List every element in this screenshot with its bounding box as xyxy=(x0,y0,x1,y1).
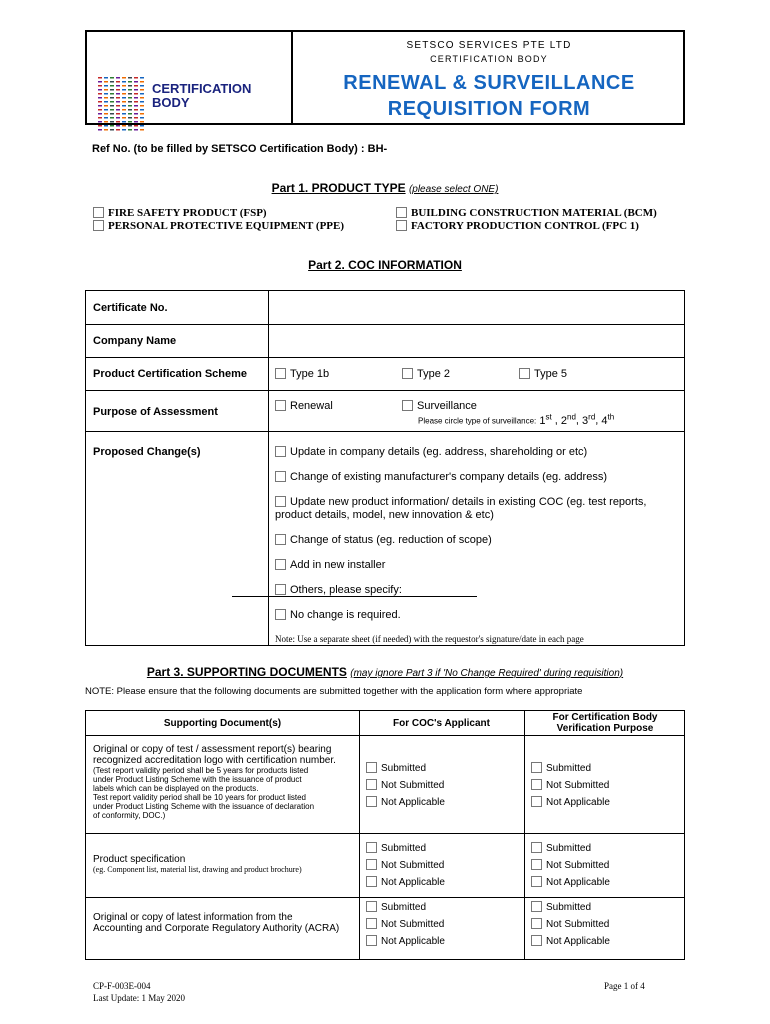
change-product-information-label: Update new product information/ details in existing COC (eg. test reports, xyxy=(290,496,647,508)
col-certification-body-line2: Verification Purpose xyxy=(556,723,654,734)
checkbox[interactable] xyxy=(366,901,377,912)
surv-1-num: 1 xyxy=(539,414,546,427)
status-label: Submitted xyxy=(381,843,427,854)
table-row-divider xyxy=(86,897,684,898)
certification-body-name: CERTIFICATION BODY xyxy=(430,54,548,64)
doc1-cb-not-applicable[interactable] xyxy=(531,796,610,808)
checkbox[interactable] xyxy=(531,842,542,853)
logo-text-line2: BODY xyxy=(152,95,190,110)
doc-product-specification xyxy=(93,854,302,874)
doc1-cb-submitted[interactable] xyxy=(531,762,591,774)
change-new-installer-label: Add in new installer xyxy=(290,559,386,571)
scheme-type-5-label: Type 5 xyxy=(534,368,568,380)
checkbox[interactable] xyxy=(519,368,530,379)
purpose-renewal-label: Renewal xyxy=(290,400,333,412)
surv-1-sup: st xyxy=(545,412,552,421)
company-name: SETSCO SERVICES PTE LTD xyxy=(406,40,572,51)
table-column-divider xyxy=(524,711,525,959)
form-title-line1: RENEWAL & SURVEILLANCE xyxy=(343,72,635,94)
checkbox[interactable] xyxy=(531,876,542,887)
setsco-logo-icon xyxy=(98,77,146,135)
doc2-cb-submitted[interactable] xyxy=(531,842,591,854)
surv-2-sup: nd xyxy=(567,412,576,421)
status-label: Submitted xyxy=(381,902,427,913)
status-label: Not Applicable xyxy=(546,936,610,947)
checkbox[interactable] xyxy=(275,368,286,379)
status-label: Not Submitted xyxy=(381,860,445,871)
part3-title: Part 3. SUPPORTING DOCUMENTS xyxy=(146,665,347,679)
scheme-type-5[interactable] xyxy=(519,368,567,380)
surveillance-2nd[interactable] xyxy=(560,412,576,427)
change-others-label: Others, please specify: xyxy=(290,584,402,596)
surv-3-sup: rd xyxy=(588,412,596,421)
change-none-label: No change is required. xyxy=(290,609,401,621)
table-row-divider xyxy=(86,390,684,391)
option-fsp-label: FIRE SAFETY PRODUCT (FSP) xyxy=(108,207,267,219)
table-row-divider xyxy=(86,735,684,736)
surv-2-num: 2 xyxy=(560,414,567,427)
status-label: Not Applicable xyxy=(546,877,610,888)
part2-title: Part 2. COC INFORMATION xyxy=(308,258,462,272)
doc-test-report-note: Test report validity period shall be 10 years for product listed xyxy=(93,793,306,802)
checkbox[interactable] xyxy=(275,400,286,411)
surveillance-note-text: Please circle type of surveillance: xyxy=(418,416,537,426)
change-none[interactable] xyxy=(275,609,401,621)
surveillance-3rd[interactable] xyxy=(582,412,596,427)
checkbox[interactable] xyxy=(531,918,542,929)
change-new-installer[interactable] xyxy=(275,559,385,571)
change-product-information-cont: product details, model, new innovation & etc) xyxy=(275,509,494,521)
doc2-applicant-not-submitted[interactable] xyxy=(366,859,444,871)
purpose-surveillance-label: Surveillance xyxy=(417,400,477,412)
surveillance-note: Please circle type of surveillance: 1st , 2nd, 3rd, 4th xyxy=(418,412,615,427)
doc3-applicant-not-applicable[interactable] xyxy=(366,935,445,947)
col-certification-body xyxy=(524,712,686,734)
doc-test-report-note: of conformity, DOC.) xyxy=(93,811,166,820)
checkbox[interactable] xyxy=(531,796,542,807)
doc-test-report-line: recognized accreditation logo with certification number. xyxy=(93,755,336,766)
doc3-cb-submitted[interactable] xyxy=(531,901,591,913)
footer-form-code: CP-F-003E-004 xyxy=(93,981,151,991)
change-manufacturer-details[interactable] xyxy=(275,471,607,483)
option-bcm-label: BUILDING CONSTRUCTION MATERIAL (BCM) xyxy=(411,207,657,219)
checkbox[interactable] xyxy=(366,876,377,887)
part3-title-note: (may ignore Part 3 if 'No Change Required' during requisition) xyxy=(350,668,624,679)
surv-4-sup: th xyxy=(607,412,615,421)
surveillance-1st[interactable] xyxy=(539,412,552,427)
checkbox[interactable] xyxy=(531,762,542,773)
status-label: Not Submitted xyxy=(546,919,610,930)
doc-product-specification-line: Product specification xyxy=(93,854,186,865)
status-label: Not Applicable xyxy=(381,877,445,888)
doc-product-specification-note: (eg. Component list, material list, drawing and product brochure) xyxy=(93,865,302,874)
checkbox[interactable] xyxy=(366,796,377,807)
change-status[interactable] xyxy=(275,534,492,546)
table-column-divider xyxy=(268,291,269,645)
checkbox[interactable] xyxy=(275,584,286,595)
part3-note: NOTE: Please ensure that the following documents are submitted together with the application form where appropriate xyxy=(85,686,583,697)
doc2-cb-not-applicable[interactable] xyxy=(531,876,610,888)
checkbox[interactable] xyxy=(531,859,542,870)
part3-heading xyxy=(0,665,770,679)
reference-number: Ref No. (to be filled by SETSCO Certification Body) : BH- xyxy=(92,143,388,155)
checkbox[interactable] xyxy=(275,446,286,457)
form-header xyxy=(85,30,685,125)
table-row-divider xyxy=(86,357,684,358)
part2-note: Note: Use a separate sheet (if needed) with the requestor's signature/date in each page xyxy=(275,634,584,644)
doc-test-report-note: labels which can be displayed on the products. xyxy=(93,784,259,793)
checkbox[interactable] xyxy=(275,609,286,620)
purpose-label: Purpose of Assessment xyxy=(93,406,218,418)
checkbox[interactable] xyxy=(93,220,104,231)
checkbox[interactable] xyxy=(531,935,542,946)
status-label: Submitted xyxy=(546,763,592,774)
option-ppe[interactable] xyxy=(93,220,344,232)
part1-title: Part 1. PRODUCT TYPE xyxy=(271,181,406,195)
doc3-applicant-submitted[interactable] xyxy=(366,901,426,913)
status-label: Not Submitted xyxy=(381,919,445,930)
status-label: Submitted xyxy=(381,763,427,774)
scheme-type-2-label: Type 2 xyxy=(417,368,451,380)
status-label: Not Applicable xyxy=(381,797,445,808)
col-applicant: For COC's Applicant xyxy=(392,718,490,729)
doc1-applicant-not-submitted[interactable] xyxy=(366,779,444,791)
purpose-surveillance[interactable] xyxy=(402,400,477,412)
coc-information-table xyxy=(85,290,685,646)
option-fpc-label: FACTORY PRODUCTION CONTROL (FPC 1) xyxy=(411,220,639,232)
scheme-type-1b[interactable] xyxy=(275,368,329,380)
scheme-label: Product Certification Scheme xyxy=(93,368,248,380)
table-row-divider xyxy=(86,833,684,834)
form-title xyxy=(293,70,685,122)
status-label: Submitted xyxy=(546,902,592,913)
doc1-applicant-submitted[interactable] xyxy=(366,762,426,774)
checkbox[interactable] xyxy=(366,779,377,790)
proposed-changes-label: Proposed Change(s) xyxy=(93,446,201,458)
change-status-label: Change of status (eg. reduction of scope) xyxy=(290,534,492,546)
checkbox[interactable] xyxy=(366,762,377,773)
checkbox[interactable] xyxy=(93,207,104,218)
logo-text xyxy=(152,82,251,110)
table-row-divider xyxy=(86,431,684,432)
option-fsp[interactable] xyxy=(93,207,267,219)
checkbox[interactable] xyxy=(275,471,286,482)
part1-note: (please select ONE) xyxy=(408,184,499,195)
scheme-type-2[interactable] xyxy=(402,368,450,380)
doc2-applicant-submitted[interactable] xyxy=(366,842,426,854)
checkbox[interactable] xyxy=(366,918,377,929)
checkbox[interactable] xyxy=(396,207,407,218)
status-label: Not Submitted xyxy=(381,780,445,791)
doc1-cb-not-submitted[interactable] xyxy=(531,779,609,791)
surv-3-num: 3 xyxy=(582,414,589,427)
change-others[interactable] xyxy=(275,584,402,596)
checkbox[interactable] xyxy=(531,779,542,790)
option-bcm[interactable] xyxy=(396,207,657,219)
change-manufacturer-details-label: Change of existing manufacturer's company details (eg. address) xyxy=(290,471,607,483)
doc-test-report xyxy=(93,744,336,820)
form-title-line2: REQUISITION FORM xyxy=(387,98,591,120)
checkbox[interactable] xyxy=(366,859,377,870)
checkbox[interactable] xyxy=(531,901,542,912)
certificate-no-label: Certificate No. xyxy=(93,302,168,314)
doc-test-report-note: (Test report validity period shall be 5 years for products listed xyxy=(93,766,309,775)
table-column-divider xyxy=(359,711,360,959)
doc2-cb-not-submitted[interactable] xyxy=(531,859,609,871)
doc-test-report-note: under Product Listing Scheme with the issuance of product xyxy=(93,775,302,784)
others-specify-line[interactable] xyxy=(232,596,477,597)
doc-acra-line: Original or copy of latest information from the xyxy=(93,912,293,923)
scheme-type-1b-label: Type 1b xyxy=(290,368,330,380)
surveillance-4th[interactable] xyxy=(601,412,615,427)
doc-acra xyxy=(93,912,339,934)
status-label: Not Applicable xyxy=(381,936,445,947)
status-label: Submitted xyxy=(546,843,592,854)
doc1-applicant-not-applicable[interactable] xyxy=(366,796,445,808)
footer-page-number: Page 1 of 4 xyxy=(604,981,645,991)
doc3-cb-not-submitted[interactable] xyxy=(531,918,609,930)
checkbox[interactable] xyxy=(275,559,286,570)
checkbox[interactable] xyxy=(402,368,413,379)
logo-text-line1: CERTIFICATION xyxy=(152,81,252,96)
doc3-cb-not-applicable[interactable] xyxy=(531,935,610,947)
change-company-details[interactable] xyxy=(275,446,587,458)
doc-test-report-note: under Product Listing Scheme with the issuance of declaration xyxy=(93,802,315,811)
checkbox[interactable] xyxy=(396,220,407,231)
doc-test-report-line: Original or copy of test / assessment report(s) bearing xyxy=(93,744,332,755)
purpose-renewal[interactable] xyxy=(275,400,333,412)
doc-acra-line: Accounting and Corporate Regulatory Authority (ACRA) xyxy=(93,923,340,934)
doc2-applicant-not-applicable[interactable] xyxy=(366,876,445,888)
change-product-information[interactable] xyxy=(275,496,646,508)
checkbox[interactable] xyxy=(275,534,286,545)
change-company-details-label: Update in company details (eg. address, shareholding or etc) xyxy=(290,446,588,458)
company-name-label: Company Name xyxy=(93,335,177,347)
status-label: Not Submitted xyxy=(546,860,610,871)
col-supporting-documents: Supporting Document(s) xyxy=(163,718,282,729)
status-label: Not Applicable xyxy=(546,797,610,808)
checkbox[interactable] xyxy=(366,842,377,853)
checkbox[interactable] xyxy=(366,935,377,946)
checkbox[interactable] xyxy=(402,400,413,411)
option-fpc[interactable] xyxy=(396,220,639,232)
part2-heading xyxy=(0,258,770,272)
checkbox[interactable] xyxy=(275,496,286,507)
col-certification-body-line1: For Certification Body xyxy=(552,712,658,723)
part1-heading xyxy=(0,181,770,195)
status-label: Not Submitted xyxy=(546,780,610,791)
surv-4-num: 4 xyxy=(601,414,608,427)
doc3-applicant-not-submitted[interactable] xyxy=(366,918,444,930)
footer-last-update: Last Update: 1 May 2020 xyxy=(93,993,185,1003)
table-row-divider xyxy=(86,324,684,325)
supporting-documents-table xyxy=(85,710,685,960)
option-ppe-label: PERSONAL PROTECTIVE EQUIPMENT (PPE) xyxy=(108,220,345,232)
